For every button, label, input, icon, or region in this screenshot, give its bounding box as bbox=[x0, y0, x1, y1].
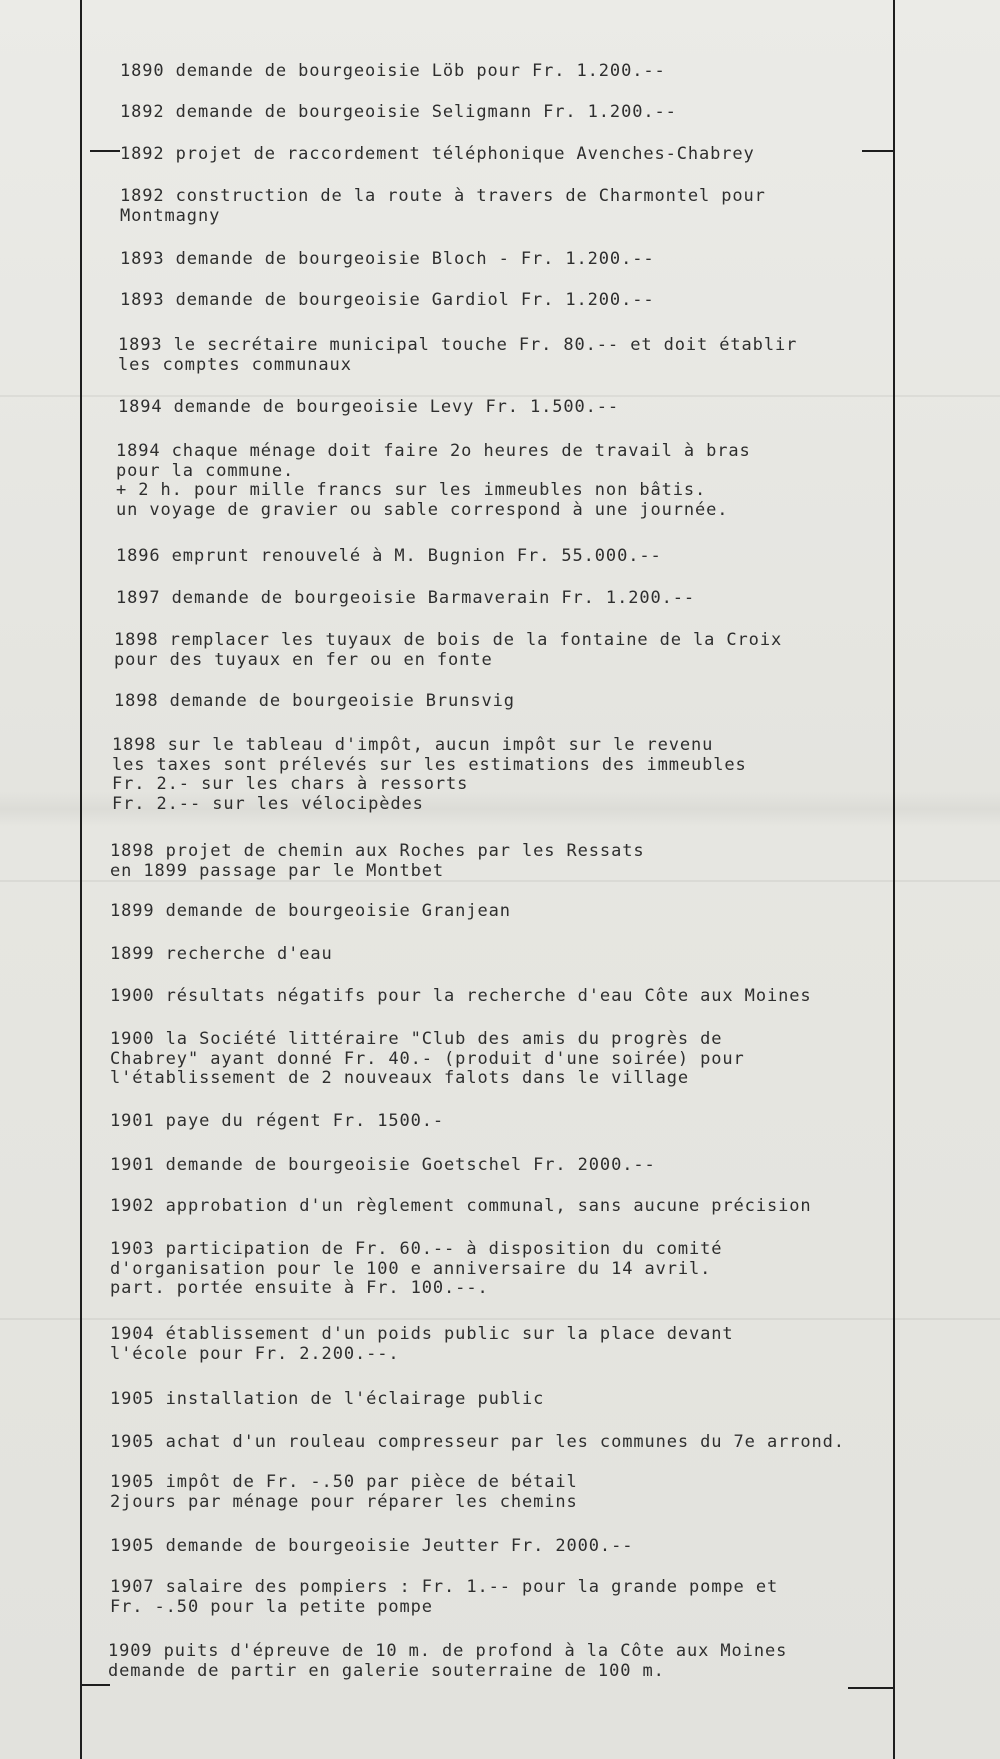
entry-line: 1909 puits d'épreuve de 10 m. de profond à la Côte aux Moines bbox=[108, 1641, 788, 1661]
minutes-entry bbox=[110, 1030, 745, 1089]
entry-line: 1893 demande de bourgeoisie Gardiol Fr. 1.200.-- bbox=[120, 290, 655, 310]
entry-line: 1902 approbation d'un règlement communal, sans aucune précision bbox=[110, 1196, 812, 1216]
entry-line: Montmagny bbox=[120, 205, 221, 226]
minutes-entry bbox=[120, 291, 654, 311]
minutes-entry bbox=[108, 1642, 787, 1681]
minutes-entry bbox=[120, 62, 666, 82]
minutes-entry bbox=[120, 103, 677, 123]
page-mark bbox=[966, 1734, 972, 1745]
entry-line: pour la commune. bbox=[116, 460, 295, 481]
entry-line: 1898 projet de chemin aux Roches par les Ressats bbox=[110, 841, 645, 861]
entry-line: 1898 remplacer les tuyaux de bois de la fontaine de la Croix bbox=[114, 630, 783, 650]
left-margin-rule bbox=[80, 0, 82, 1759]
minutes-entry bbox=[118, 398, 619, 418]
entry-line: 1894 demande de bourgeoisie Levy Fr. 1.500.-- bbox=[118, 397, 620, 417]
entry-line: 1900 résultats négatifs pour la recherche d'eau Côte aux Moines bbox=[110, 986, 812, 1006]
minutes-entry bbox=[116, 589, 695, 609]
left-margin-tick bbox=[90, 150, 120, 152]
entry-line: 1905 demande de bourgeoisie Jeutter Fr. 2000.-- bbox=[110, 1536, 634, 1556]
minutes-entry bbox=[110, 902, 511, 922]
minutes-entry bbox=[110, 987, 812, 1007]
minutes-entry bbox=[110, 1433, 845, 1453]
entry-line: 1901 paye du régent Fr. 1500.- bbox=[110, 1111, 445, 1131]
minutes-entry bbox=[110, 1240, 722, 1299]
entry-line: les comptes communaux bbox=[118, 354, 352, 375]
entry-line: 1903 participation de Fr. 60.-- à disposition du comité bbox=[110, 1239, 723, 1259]
entry-line: d'organisation pour le 100 e anniversaire du 14 avril. bbox=[110, 1258, 712, 1279]
entry-line: 2jours par ménage pour réparer les chemins bbox=[110, 1491, 578, 1512]
entry-line: un voyage de gravier ou sable correspond à une journée. bbox=[116, 499, 729, 520]
minutes-entry bbox=[120, 250, 654, 270]
entry-line: 1897 demande de bourgeoisie Barmaverain Fr. 1.200.-- bbox=[116, 588, 696, 608]
minutes-entry bbox=[110, 1325, 734, 1364]
paper-fold-bottom bbox=[0, 1318, 1000, 1320]
entry-line: pour des tuyaux en fer ou en fonte bbox=[114, 649, 493, 670]
minutes-entry bbox=[120, 145, 755, 165]
minutes-entry bbox=[114, 692, 515, 712]
entry-line: 1899 recherche d'eau bbox=[110, 944, 333, 964]
entry-line: l'établissement de 2 nouveaux falots dans le village bbox=[110, 1068, 690, 1088]
entry-line: 1892 demande de bourgeoisie Seligmann Fr. 1.200.-- bbox=[120, 102, 677, 122]
entry-line: 1890 demande de bourgeoisie Löb pour Fr. 1.200.-- bbox=[120, 61, 666, 81]
entry-line: 1894 chaque ménage doit faire 2o heures de travail à bras bbox=[116, 441, 751, 461]
entry-line: 1892 construction de la route à travers de Charmontel pour bbox=[120, 186, 766, 206]
entry-line: 1896 emprunt renouvelé à M. Bugnion Fr. 55.000.-- bbox=[116, 546, 662, 566]
entry-line: demande de partir en galerie souterraine de 100 m. bbox=[108, 1660, 665, 1681]
minutes-entry bbox=[118, 336, 797, 375]
entry-line: 1905 installation de l'éclairage public bbox=[110, 1389, 545, 1409]
entry-line: Fr. -.50 pour la petite pompe bbox=[110, 1596, 433, 1617]
entry-line: 1901 demande de bourgeoisie Goetschel Fr. 2000.-- bbox=[110, 1155, 656, 1175]
entry-line: 1898 demande de bourgeoisie Brunsvig bbox=[114, 691, 515, 711]
entry-line: l'école pour Fr. 2.200.--. bbox=[110, 1343, 400, 1364]
entry-line: 1905 impôt de Fr. -.50 par pièce de bétail bbox=[110, 1472, 578, 1492]
entry-line: les taxes sont prélevés sur les estimations des immeubles bbox=[112, 754, 747, 775]
minutes-entry bbox=[110, 1578, 778, 1617]
entry-line: 1907 salaire des pompiers : Fr. 1.-- pour la grande pompe et bbox=[110, 1577, 779, 1597]
entry-line: Fr. 2.- sur les chars à ressorts bbox=[112, 774, 469, 794]
minutes-entry bbox=[110, 1390, 544, 1410]
right-margin-tick bbox=[848, 1687, 893, 1689]
minutes-entry bbox=[110, 1473, 578, 1512]
minutes-entry bbox=[110, 842, 644, 881]
minutes-entry bbox=[110, 945, 333, 965]
entry-line: Fr. 2.-- sur les vélocipèdes bbox=[112, 793, 424, 814]
entry-line: part. portée ensuite à Fr. 100.--. bbox=[110, 1278, 489, 1298]
entry-line: Chabrey" ayant donné Fr. 40.- (produit d'une soirée) pour bbox=[110, 1048, 745, 1069]
minutes-entry bbox=[110, 1156, 656, 1176]
minutes-entry bbox=[110, 1537, 633, 1557]
entry-line: 1893 le secrétaire municipal touche Fr. 80.-- et doit établir bbox=[118, 335, 798, 355]
entry-line: 1892 projet de raccordement téléphonique Avenches-Chabrey bbox=[120, 144, 755, 164]
minutes-entry bbox=[116, 442, 751, 520]
entry-line: 1905 achat d'un rouleau compresseur par les communes du 7e arrond. bbox=[110, 1432, 845, 1452]
minutes-entry bbox=[120, 187, 766, 226]
minutes-entry bbox=[110, 1112, 444, 1132]
entry-line: + 2 h. pour mille francs sur les immeubles non bâtis. bbox=[116, 480, 707, 500]
entry-line: 1899 demande de bourgeoisie Granjean bbox=[110, 901, 511, 921]
entry-line: 1904 établissement d'un poids public sur la place devant bbox=[110, 1324, 734, 1344]
faint-watermark bbox=[9, 290, 43, 336]
entry-line: 1900 la Société littéraire "Club des amis du progrès de bbox=[110, 1029, 723, 1049]
left-margin-tick bbox=[80, 1684, 110, 1686]
right-margin-rule bbox=[893, 0, 895, 1759]
entry-line: 1893 demande de bourgeoisie Bloch - Fr. 1.200.-- bbox=[120, 249, 655, 269]
entry-line: en 1899 passage par le Montbet bbox=[110, 860, 445, 881]
right-margin-tick bbox=[862, 150, 893, 152]
minutes-entry bbox=[114, 631, 782, 670]
entry-line: 1898 sur le tableau d'impôt, aucun impôt sur le revenu bbox=[112, 735, 714, 755]
minutes-entry bbox=[116, 547, 662, 567]
minutes-entry bbox=[110, 1197, 812, 1217]
minutes-entry bbox=[112, 736, 747, 814]
